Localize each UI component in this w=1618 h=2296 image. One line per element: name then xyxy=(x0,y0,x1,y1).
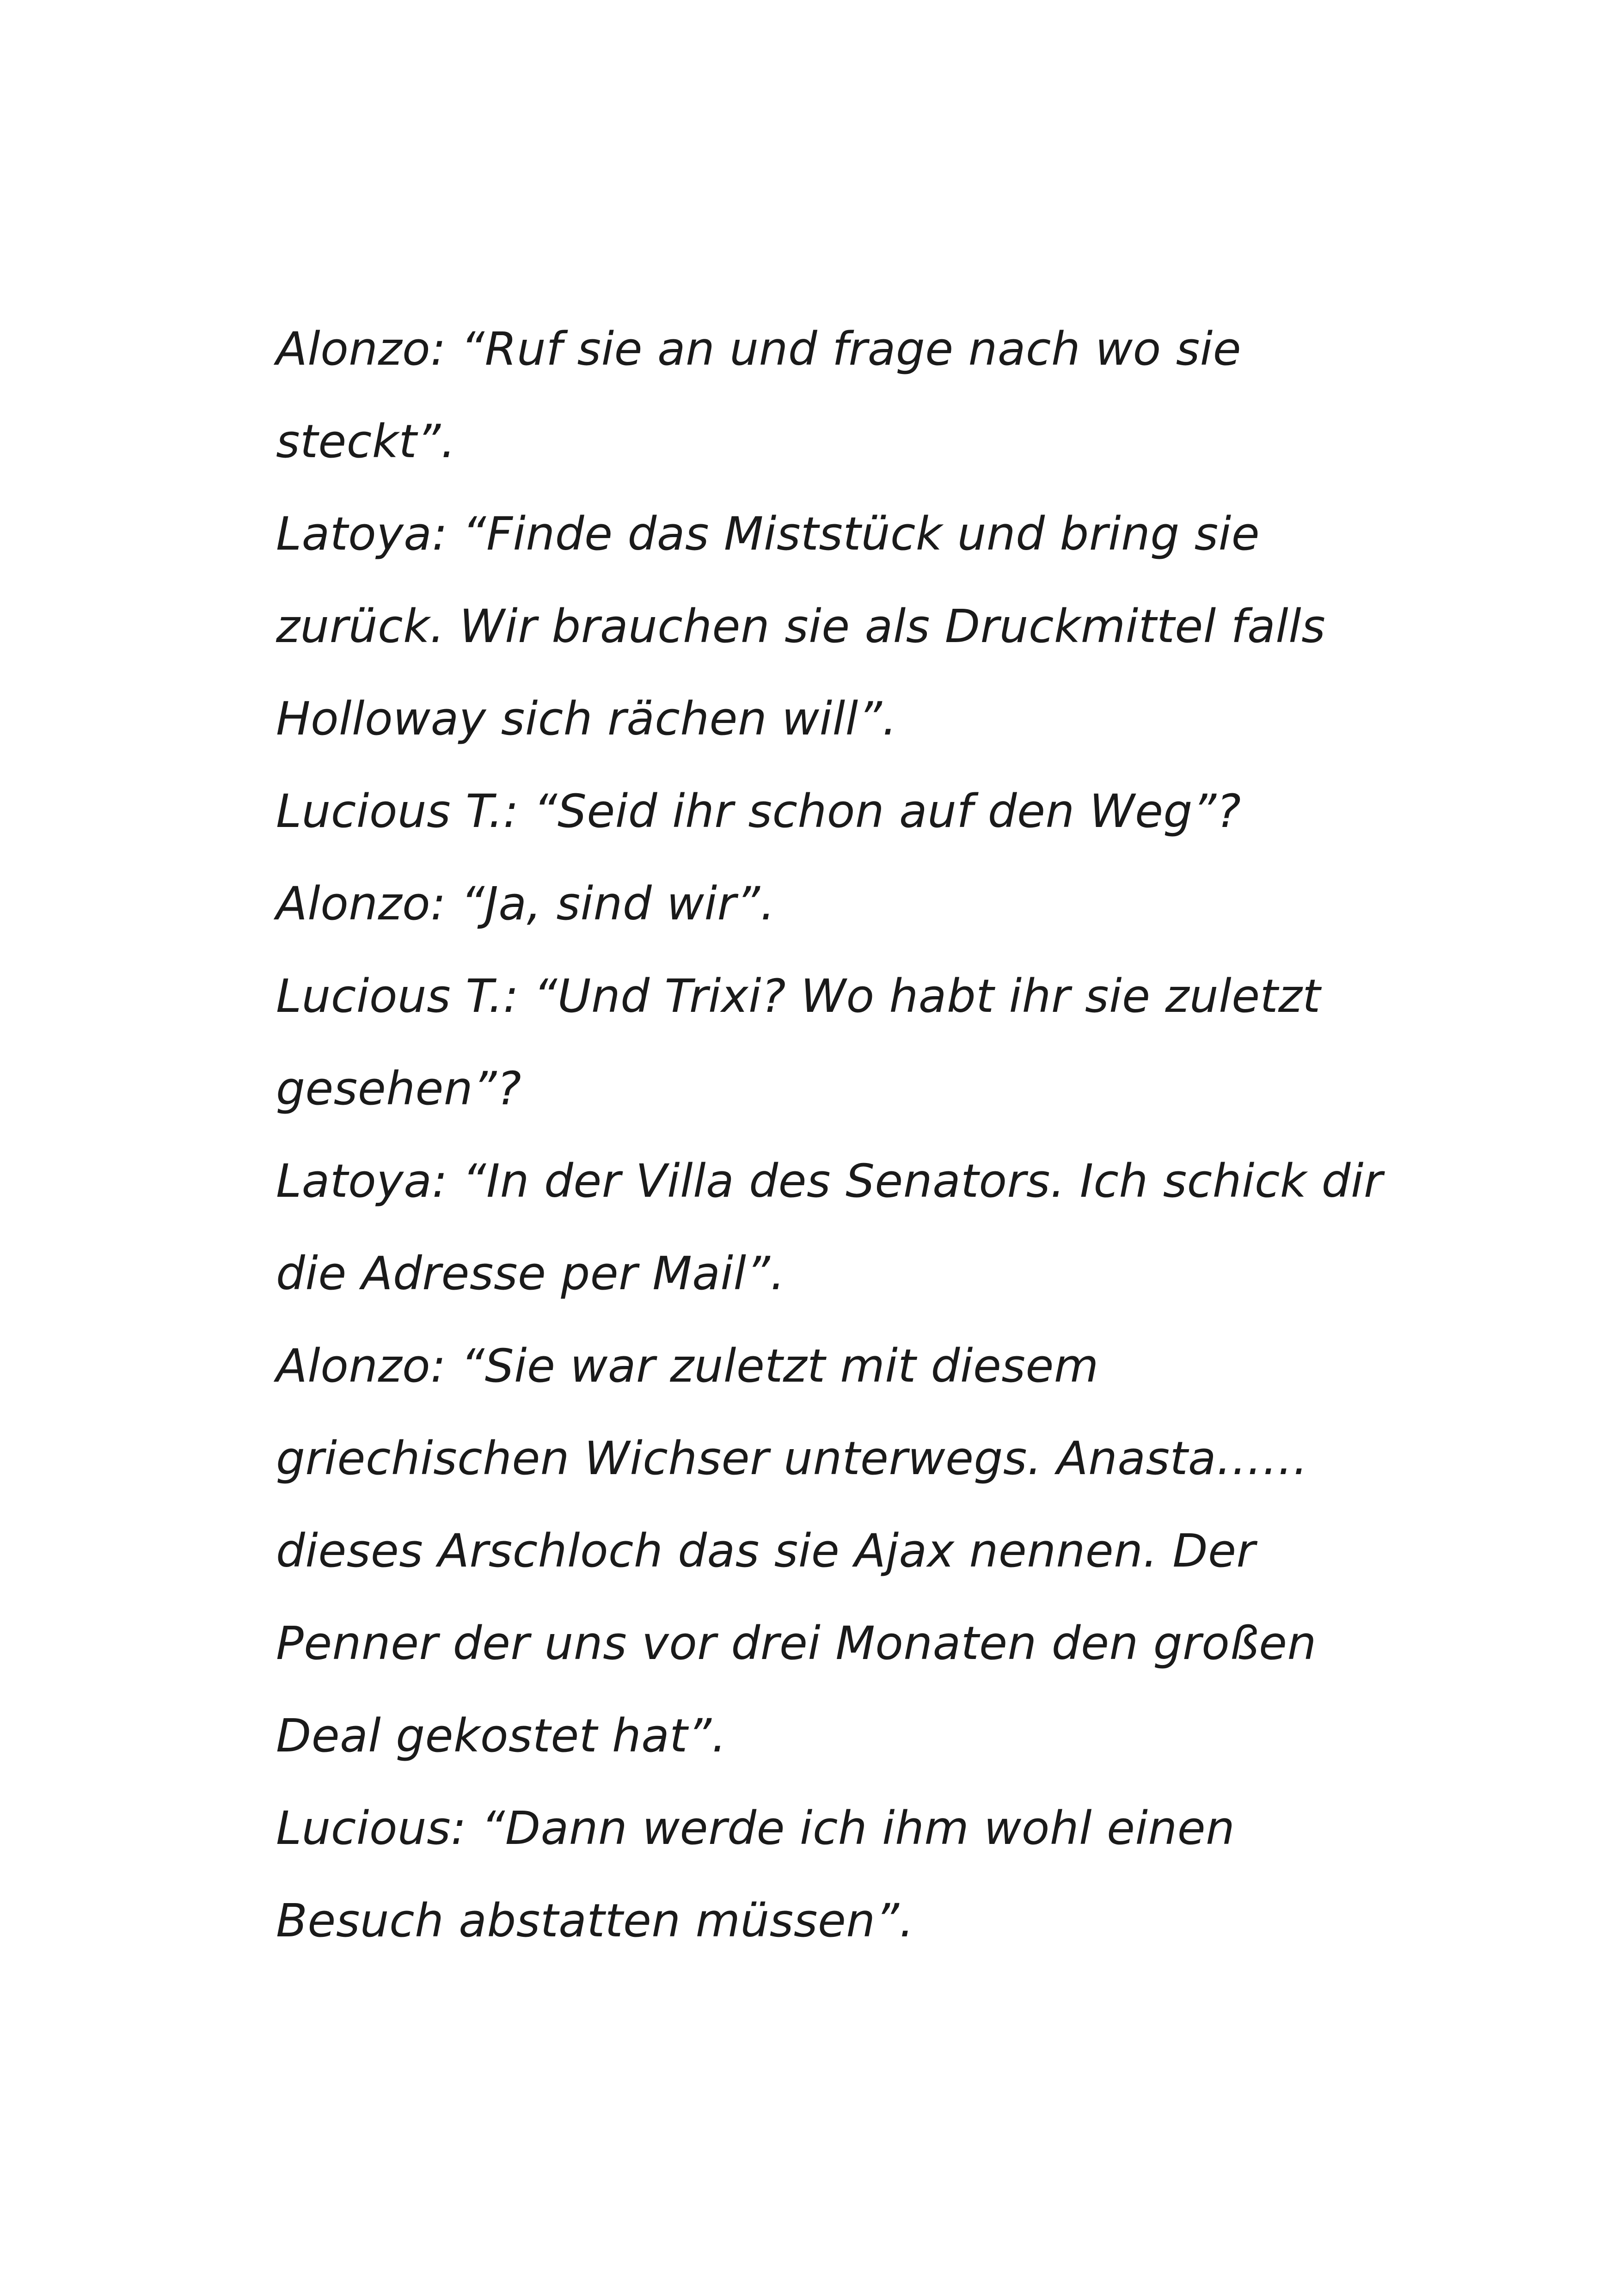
text-line: Latoya: “Finde das Miststück und bring sie xyxy=(276,508,1260,561)
text-line: dieses Arschloch das sie Ajax nennen. Der xyxy=(276,1525,1256,1578)
text-line: steckt”. xyxy=(276,415,456,468)
text-line: Lucious T.: “Seid ihr schon auf den Weg”? xyxy=(276,785,1241,838)
text-line: Lucious: “Dann werde ich ihm wohl einen xyxy=(276,1802,1235,1855)
text-line: Alonzo: “Ja, sind wir”. xyxy=(276,877,775,931)
text-line: griechischen Wichser unterwegs. Anasta…… xyxy=(276,1432,1309,1485)
text-line: zurück. Wir brauchen sie als Druckmittel falls xyxy=(276,600,1326,653)
text-line: Alonzo: “Sie war zuletzt mit diesem xyxy=(276,1340,1099,1393)
text-line: Lucious T.: “Und Trixi? Wo habt ihr sie zuletzt xyxy=(276,970,1321,1023)
dialogue-text xyxy=(276,303,1524,1967)
text-line: Holloway sich rächen will”. xyxy=(276,692,897,746)
text-line: die Adresse per Mail”. xyxy=(276,1247,785,1300)
text-line: Latoya: “In der Villa des Senators. Ich schick dir xyxy=(276,1155,1383,1208)
text-line: Alonzo: “Ruf sie an und frage nach wo sie xyxy=(276,323,1242,376)
text-line: Deal gekostet hat”. xyxy=(276,1709,727,1763)
text-line: gesehen”? xyxy=(276,1062,521,1115)
text-line: Penner der uns vor drei Monaten den großen xyxy=(276,1617,1317,1670)
text-line: Besuch abstatten müssen”. xyxy=(276,1894,914,1947)
